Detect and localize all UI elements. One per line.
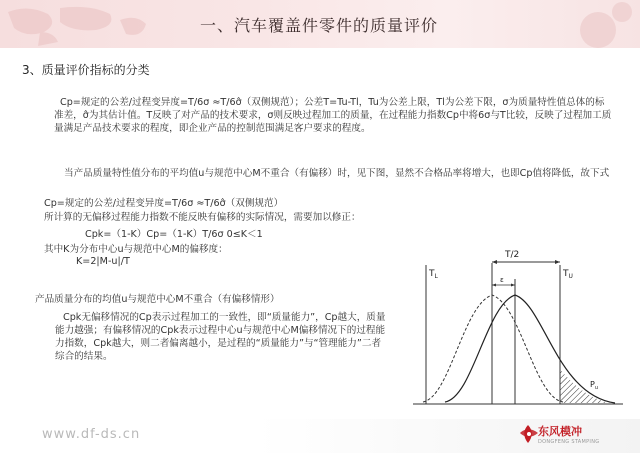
pu-label: $P_u$ <box>590 380 598 391</box>
t-half-label: T/2 <box>505 250 520 260</box>
header-banner <box>0 0 640 48</box>
brand-name: 东风模冲 <box>538 425 582 438</box>
text-correction-note: 所计算的无偏移过程能力指数不能反映有偏移的实际情况，需要加以修正： <box>44 212 361 223</box>
arrow-head-right <box>555 260 560 264</box>
paragraph-cpk-explanation: Cpk无偏移情况的Cp表示过程加工的一致性，即“质量能力”，Cp越大，质量能力越强；有偏移情况的Cpk表示过程中心u与规范中心M偏移情况下的过程能力指数，Cpk越大，则二者偏离越小，是过程的“质量能力”与“管理能力”二者综合的结果。 <box>55 312 386 362</box>
distribution-figure <box>405 245 635 410</box>
page-title: 一、汽车覆盖件零件的质量评价 <box>200 16 439 35</box>
formula-cpk: Cpk=（1-K）Cp=（1-K）T/6σ 0≤K＜1 <box>85 229 263 240</box>
reference-distribution-curve <box>423 295 563 402</box>
eps-head-left <box>492 284 496 287</box>
tl-label: $T_L$ <box>429 269 438 280</box>
text-k-definition: 其中K为分布中心u与规范中心M的偏移度： <box>44 244 228 255</box>
text-offset-case: 产品质量分布的均值u与规范中心M不重合（有偏移情形） <box>35 294 280 305</box>
epsilon-label: ε <box>500 276 504 284</box>
tu-label: $T_U$ <box>563 269 573 280</box>
formula-cp: Cp=规定的公差/过程变异度=T/6σ ≈T/6σ̂（双侧规范） <box>44 198 284 209</box>
formula-k: K=2|M-u|/T <box>76 256 130 267</box>
paragraph-offset-intro: 当产品质量特性值分布的平均值u与规范中心M不重合（有偏移）时，见下图，显然不合格品率将增大，也即Cp值将降低，故下式 <box>64 168 610 179</box>
brand-subtitle: DONGFENG STAMPING <box>538 439 600 445</box>
footer-url: www.df-ds.cn <box>42 427 141 442</box>
defect-tail-area <box>560 369 610 403</box>
section-heading: 3、质量评价指标的分类 <box>22 63 150 77</box>
paragraph-cp-definition: Cp=规定的公差/过程变异度=T/6σ ≈T/6σ̂（双侧规范）；公差T=Tu-Tl，Tu为公差上限，Tl为公差下限，σ为质量特性值总体的标准差，σ̂为其估计值。T反映了对产品的技术要求，σ则反映过程加工的质量，在过程能力指数Cp中将6σ与T比较，反映了过程加工质量满足产品技术要求的程度，即企业产品的控制范围满足客户要求的程度。 <box>54 97 612 134</box>
arrow-head-left <box>492 260 497 264</box>
eps-head-right <box>511 284 515 287</box>
